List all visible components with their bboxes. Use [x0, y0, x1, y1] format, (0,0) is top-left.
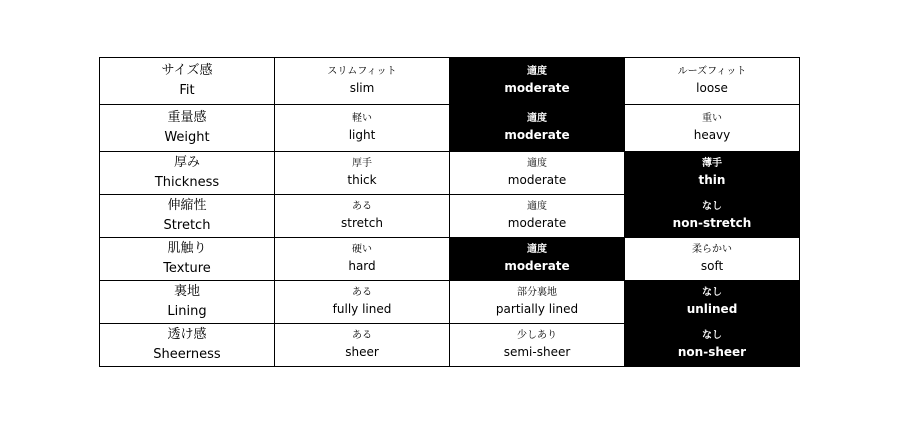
option-label-en: partially lined	[495, 302, 579, 317]
option-label-en: light	[348, 128, 376, 143]
attribute-label-en: Lining	[167, 303, 207, 319]
attribute-label-jp: 伸縮性	[167, 198, 207, 214]
spec-row	[100, 238, 800, 281]
option-cell-selected	[625, 195, 800, 238]
option-label-jp: なし	[702, 329, 722, 341]
option-label-en: fully lined	[332, 302, 392, 317]
option-label-jp: なし	[702, 286, 722, 298]
option-label-jp: 軽い	[352, 112, 372, 124]
attribute-label-en: Texture	[163, 260, 211, 276]
option-label-jp: ある	[352, 329, 372, 341]
option-label-jp: 適度	[527, 112, 547, 124]
option-cell	[275, 105, 450, 152]
attribute-cell	[100, 281, 275, 324]
attribute-label-en: Sheerness	[153, 346, 221, 362]
option-label-jp: なし	[702, 200, 722, 212]
option-cell	[450, 281, 625, 324]
option-label-jp: 柔らかい	[692, 243, 732, 255]
attribute-label-en: Weight	[164, 129, 210, 145]
option-cell	[275, 238, 450, 281]
attribute-label-jp: 肌触り	[167, 241, 207, 257]
attribute-label-jp: 透け感	[167, 327, 207, 343]
attribute-label-en: Stretch	[163, 217, 211, 233]
option-cell-selected	[625, 324, 800, 367]
option-label-en: loose	[696, 81, 728, 96]
option-label-jp: 適度	[527, 200, 547, 212]
spec-row	[100, 152, 800, 195]
attribute-cell	[100, 152, 275, 195]
option-cell	[625, 58, 800, 105]
attribute-cell	[100, 195, 275, 238]
attribute-label-en: Thickness	[154, 174, 220, 190]
attribute-label-jp: 重量感	[167, 110, 207, 126]
option-cell	[275, 195, 450, 238]
option-label-en: sheer	[345, 345, 379, 360]
option-cell	[275, 281, 450, 324]
option-label-jp: ある	[352, 200, 372, 212]
attribute-label-en: Fit	[179, 82, 195, 98]
option-label-en: moderate	[504, 81, 570, 96]
attribute-cell	[100, 238, 275, 281]
spec-row	[100, 195, 800, 238]
spec-table-body	[100, 58, 800, 367]
option-cell-selected	[450, 238, 625, 281]
option-label-en: heavy	[693, 128, 731, 143]
product-spec-table	[99, 57, 800, 367]
spec-row	[100, 324, 800, 367]
option-label-en: thick	[347, 173, 377, 188]
option-label-jp: 重い	[702, 112, 722, 124]
option-label-jp: スリムフィット	[327, 65, 397, 77]
option-label-en: thin	[698, 173, 726, 188]
option-label-jp: 薄手	[702, 157, 722, 169]
attribute-cell	[100, 324, 275, 367]
option-cell-selected	[625, 281, 800, 324]
option-label-jp: 適度	[527, 157, 547, 169]
option-label-en: non-sheer	[677, 345, 747, 360]
option-label-en: stretch	[341, 216, 383, 231]
option-label-en: semi-sheer	[503, 345, 571, 360]
spec-row	[100, 281, 800, 324]
option-label-en: slim	[349, 81, 375, 96]
option-label-en: moderate	[507, 216, 567, 231]
option-label-jp: 硬い	[352, 243, 372, 255]
option-cell-selected	[625, 152, 800, 195]
option-label-jp: 適度	[527, 243, 547, 255]
option-cell	[450, 195, 625, 238]
option-cell	[275, 324, 450, 367]
option-cell	[450, 324, 625, 367]
option-label-jp: 部分裏地	[517, 286, 557, 298]
option-cell-selected	[450, 58, 625, 105]
spec-row	[100, 105, 800, 152]
option-label-en: unlined	[686, 302, 738, 317]
option-label-jp: 少しあり	[517, 329, 557, 341]
option-label-en: non-stretch	[672, 216, 752, 231]
option-label-en: hard	[348, 259, 376, 274]
option-cell	[625, 238, 800, 281]
option-label-en: moderate	[504, 128, 570, 143]
attribute-label-jp: 厚み	[173, 155, 200, 171]
option-cell	[275, 152, 450, 195]
option-label-jp: 厚手	[352, 157, 372, 169]
attribute-cell	[100, 105, 275, 152]
option-label-en: moderate	[504, 259, 570, 274]
option-cell	[275, 58, 450, 105]
option-label-jp: 適度	[527, 65, 547, 77]
option-label-jp: ある	[352, 286, 372, 298]
option-cell	[450, 152, 625, 195]
option-cell-selected	[450, 105, 625, 152]
option-label-en: moderate	[507, 173, 567, 188]
option-label-jp: ルーズフィット	[677, 65, 747, 77]
attribute-label-jp: サイズ感	[161, 63, 213, 79]
option-label-en: soft	[700, 259, 724, 274]
spec-row	[100, 58, 800, 105]
attribute-cell	[100, 58, 275, 105]
attribute-label-jp: 裏地	[173, 284, 200, 300]
option-cell	[625, 105, 800, 152]
